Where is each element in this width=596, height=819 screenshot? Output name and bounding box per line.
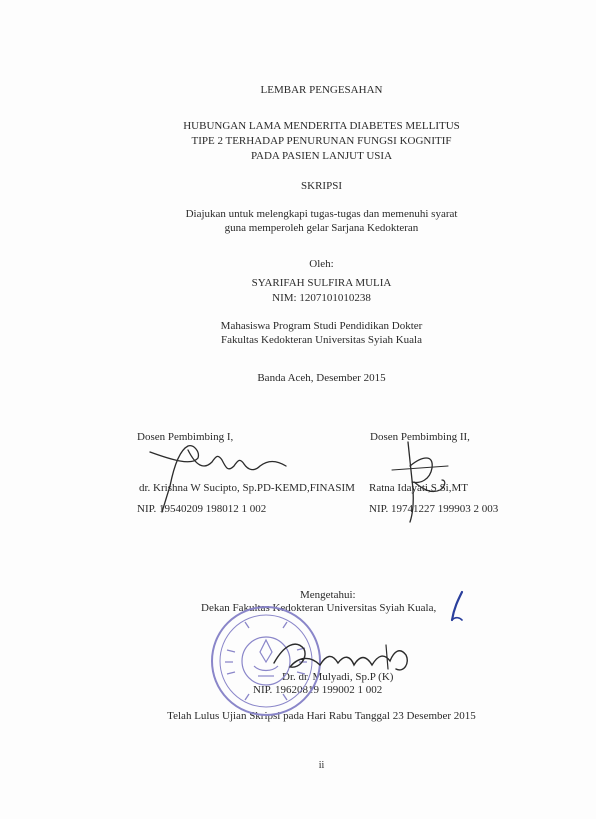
signature-supervisor1: [130, 436, 310, 516]
author-name: SYARIFAH SULFIRA MULIA: [251, 277, 392, 289]
title-line-1: HUBUNGAN LAMA MENDERITA DIABETES MELLITUS: [183, 120, 460, 132]
dean-name: Dr. dr. Mulyadi, Sp.P (K): [282, 671, 394, 683]
signature-supervisor2: [388, 436, 458, 526]
supervisor1-name: dr. Krishna W Sucipto, Sp.PD-KEMD,FINASIM: [139, 482, 355, 494]
supervisor2-nip: NIP. 19741227 199903 2 003: [369, 503, 499, 515]
by-label: Oleh:: [309, 258, 334, 270]
supervisor1-nip: NIP. 19540209 198012 1 002: [137, 503, 267, 515]
dean-title: Dekan Fakultas Kedokteran Universitas Syiah Kuala,: [201, 602, 437, 614]
title-line-2: TIPE 2 TERHADAP PENURUNAN FUNGSI KOGNITIF: [191, 135, 452, 147]
supervisor2-name: Ratna Idayati,S.Si,MT: [369, 482, 468, 494]
signature-dean: [268, 625, 418, 685]
program-line-1: Mahasiswa Program Studi Pendidikan Dokter: [220, 320, 423, 332]
supervisor2-role: Dosen Pembimbing II,: [370, 431, 470, 443]
purpose-line-1: Diajukan untuk melengkapi tugas-tugas dan memenuhi syarat: [185, 208, 458, 220]
acknowledged-label: Mengetahui:: [300, 589, 356, 601]
document-type: SKRIPSI: [301, 180, 342, 192]
supervisor1-role: Dosen Pembimbing I,: [137, 431, 234, 443]
title-line-3: PADA PASIEN LANJUT USIA: [250, 150, 393, 162]
page-heading: LEMBAR PENGESAHAN: [260, 84, 383, 96]
blue-initial-mark: [448, 590, 468, 624]
page-number: ii: [318, 760, 325, 771]
purpose-line-2: guna memperoleh gelar Sarjana Kedokteran: [224, 222, 419, 234]
place-date: Banda Aceh, Desember 2015: [257, 372, 386, 384]
exam-note: Telah Lulus Ujian Skripsi pada Hari Rabu Tanggal 23 Desember 2015: [167, 710, 476, 722]
dean-nip: NIP. 19620819 199002 1 002: [253, 684, 383, 696]
program-line-2: Fakultas Kedokteran Universitas Syiah Kuala: [220, 334, 422, 346]
author-nim: NIM: 1207101010238: [272, 292, 371, 304]
